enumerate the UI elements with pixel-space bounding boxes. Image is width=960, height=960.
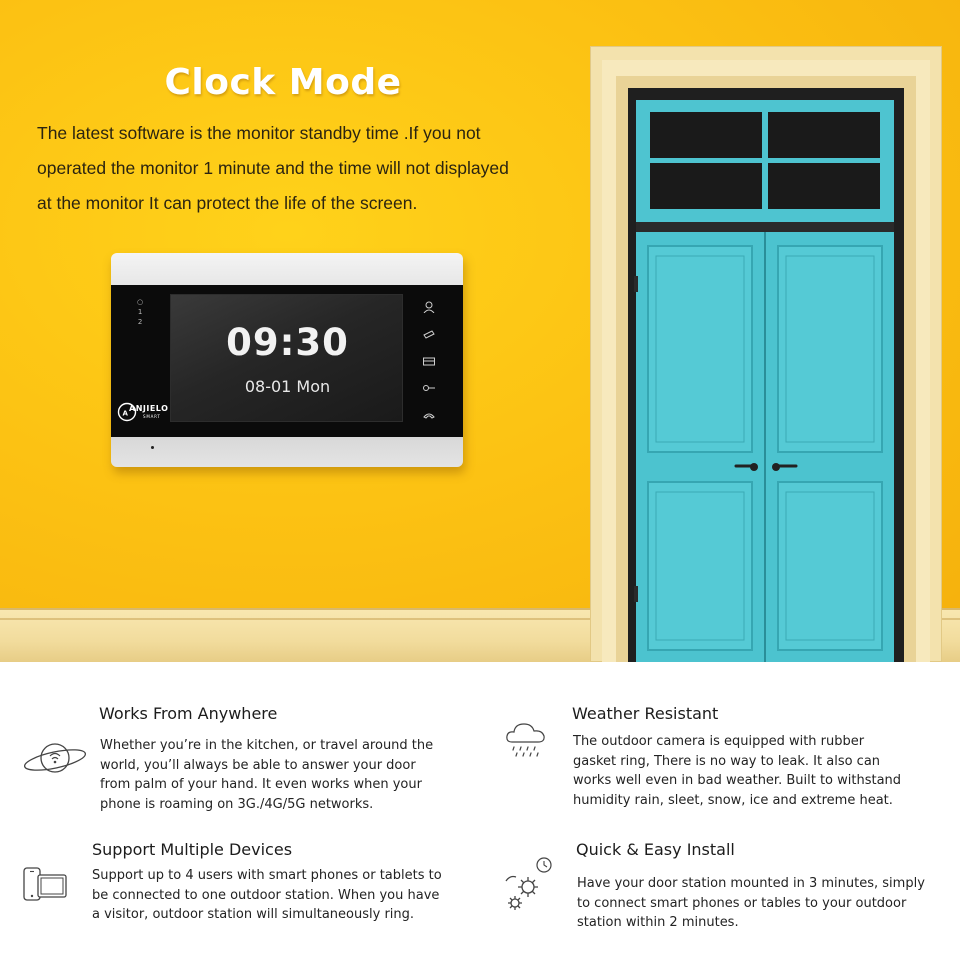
led-label: 2 <box>137 318 143 326</box>
feature-description <box>100 736 433 814</box>
status-leds <box>137 297 143 327</box>
hero-title: Clock Mode <box>164 62 402 103</box>
feature-line: a visitor, outdoor station will simultaneously ring. <box>92 907 415 922</box>
feature-description <box>577 874 925 933</box>
gears-clock-icon <box>502 855 556 921</box>
hero-line: operated the monitor 1 minute and the time will not displayed <box>37 158 509 178</box>
feature-line: phone is roaming on 3G./4G/5G networks. <box>100 796 374 812</box>
monitor-face <box>111 285 463 437</box>
monitor-user-icon[interactable] <box>420 300 438 314</box>
globe-wifi-icon <box>22 738 88 782</box>
monitor-menu-icon[interactable] <box>420 354 438 368</box>
svg-text:A: A <box>122 409 128 418</box>
hero-line: at the monitor It can protect the life of the screen. <box>37 193 418 213</box>
feature-line: The outdoor camera is equipped with rubber <box>573 734 865 749</box>
feature-line: gasket ring, There is no way to leak. It also can <box>573 753 881 769</box>
feature-title: Works From Anywhere <box>99 704 278 723</box>
monitor-unlock-icon[interactable] <box>420 381 438 395</box>
led-label: 1 <box>137 308 143 316</box>
brand-sub: SMART <box>143 414 161 419</box>
feature-title: Support Multiple Devices <box>92 840 293 859</box>
microphone-dot <box>151 446 154 449</box>
feature-title: Quick & Easy Install <box>576 840 735 859</box>
hero-line: The latest software is the monitor standby time .If you not <box>37 123 481 143</box>
clock-date: 08-01 Mon <box>244 377 331 396</box>
feature-line: Whether you’re in the kitchen, or travel around the <box>100 738 434 753</box>
rain-cloud-icon <box>504 720 548 764</box>
feature-line: humidity rain, sleet, snow, ice and extreme heat. <box>573 792 893 808</box>
phone-tablet-icon <box>22 866 68 906</box>
feature-title: Weather Resistant <box>572 704 719 723</box>
feature-description <box>573 732 901 810</box>
door-illustration <box>590 46 942 662</box>
monitor-screen <box>170 294 403 422</box>
brand-name: ANJIELO <box>129 404 169 413</box>
clock-time: 09:30 <box>226 321 349 364</box>
feature-line: be connected to one outdoor station. When you have <box>92 887 440 903</box>
feature-description <box>92 866 442 925</box>
feature-line: world, you’ll always be able to answer your door <box>100 757 416 773</box>
monitor-camera-icon[interactable] <box>420 327 438 341</box>
feature-line: station within 2 minutes. <box>577 915 739 930</box>
feature-line: works well even in bad weather. Built to withstand <box>573 773 902 788</box>
brand-logo <box>117 401 173 423</box>
feature-line: to connect smart phones or tables to your outdoor <box>577 895 907 911</box>
feature-line: Support up to 4 users with smart phones or tablets to <box>92 868 442 883</box>
intercom-monitor <box>111 253 463 467</box>
led-indicator-icon: ○ <box>137 298 144 306</box>
monitor-buttons <box>420 300 438 435</box>
hero-description <box>37 116 577 221</box>
monitor-phone-icon[interactable] <box>420 408 438 422</box>
feature-line: Have your door station mounted in 3 minutes, simply <box>577 876 925 891</box>
feature-line: from palm of your hand. It even works when your <box>100 777 422 792</box>
